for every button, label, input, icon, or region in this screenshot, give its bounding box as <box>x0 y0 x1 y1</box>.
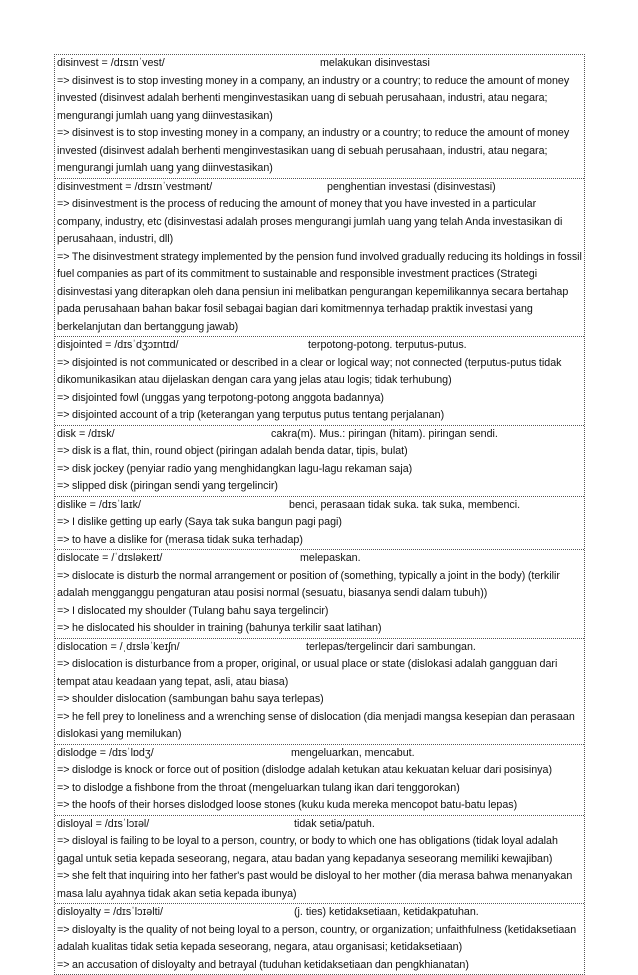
entry-meaning: benci, perasaan tidak suka. tak suka, membenci. <box>289 498 521 511</box>
entry-meaning: melepaskan. <box>300 552 361 564</box>
entry-line: => disinvest is to stop investing money in a company, an industry or a country; to reduce the amount of money invested (disinvest adalah berhenti menginvestasikan uang di sebuah perusahaan, industri, atau negara; mengurangi jumlah uang yang diinvestasikan) <box>57 127 570 174</box>
entry-meaning: (j. ties) ketidaksetiaan, ketidakpatuhan. <box>294 906 479 918</box>
entry-dislodge <box>55 745 584 816</box>
entry-header <box>56 904 583 922</box>
entry-line: => disjointed account of a trip (keterangan yang terputus putus tentang perjalanan) <box>57 409 445 421</box>
entry-disloyalty <box>55 904 584 974</box>
entry-header <box>56 337 583 355</box>
entry-term: dislodge = /dɪsˈlɒdʒ/ <box>57 746 154 759</box>
entry-line: => he fell prey to loneliness and a wrenching sense of dislocation (dia menjadi mangsa kesepian dan perasaan dislokasi yang memilukan) <box>57 710 575 740</box>
entry-header <box>56 497 583 515</box>
entry-term: dislike = /dɪsˈlaɪk/ <box>57 498 141 511</box>
entry-line: => the hoofs of their horses dislodged loose stones (kuku kuda mereka mencopot batu-batu lepas) <box>57 799 518 811</box>
entry-disinvestment <box>55 179 584 338</box>
entry-line: => to have a dislike for (merasa tidak suka terhadap) <box>57 533 303 546</box>
entry-line: => she felt that inquiring into her father's past would be disloyal to her mother (dia merasa bahwa menanyakan masa lalu ayahnya tidak akan setia kepada ibunya) <box>57 870 573 900</box>
entry-header <box>56 745 583 763</box>
entry-line: => I dislike getting up early (Saya tak suka bangun pagi pagi) <box>57 516 342 528</box>
entry-dislike <box>55 497 584 551</box>
entry-line: => disjointed is not communicated or described in a clear or logical way; not connected (terputus-putus tidak dikomunikasikan atau dijelaskan dengan cara yang jelas atau logis; tidak terhubung) <box>57 356 562 386</box>
entry-header <box>56 816 583 834</box>
entry-meaning: penghentian investasi (disinvestasi) <box>327 180 496 193</box>
entry-term: disinvest = /dɪsɪnˈvest/ <box>57 57 165 69</box>
entry-meaning: tidak setia/patuh. <box>294 817 375 830</box>
entry-line: => disinvest is to stop investing money in a company, an industry or a country; to reduce the amount of money invested (disinvest adalah berhenti menginvestasikan uang di sebuah perusahaan, industri, atau negara; mengurangi jumlah uang yang diinvestasikan) <box>57 74 570 122</box>
entry-header <box>56 179 583 197</box>
entry-line: => he dislocated his shoulder in training (bahunya terkilir saat latihan) <box>57 622 382 634</box>
entry-line: => slipped disk (piringan sendi yang tergelincir) <box>57 480 278 492</box>
entry-line: => shoulder dislocation (sambungan bahu saya terlepas) <box>57 693 324 705</box>
entry-line: => to dislodge a fishbone from the throat (mengeluarkan tulang ikan dari tenggorokan) <box>57 781 460 794</box>
entry-header <box>56 55 583 73</box>
entry-term: dislocate = /ˈdɪsləkeɪt/ <box>57 552 163 564</box>
entry-term: disinvestment = /dɪsɪnˈvestmənt/ <box>57 180 213 193</box>
entry-header <box>56 550 583 568</box>
entry-meaning: cakra(m). Mus.: piringan (hitam). piringan sendi. <box>271 427 498 440</box>
entry-disk <box>55 426 584 497</box>
entry-meaning: terpotong-potong. terputus-putus. <box>308 339 467 351</box>
entry-term: disloyalty = /dɪsˈlɔɪəlti/ <box>57 906 163 918</box>
entry-disloyal <box>55 816 584 905</box>
entry-line: => I dislocated my shoulder (Tulang bahu saya tergelincir) <box>57 604 329 617</box>
entry-line: => dislodge is knock or force out of position (dislodge adalah ketukan atau kekuatan keluar dari posisinya) <box>57 764 553 776</box>
entry-term: dislocation = /ˌdɪsləˈkeɪʃn/ <box>57 640 180 653</box>
entry-term: disjointed = /dɪsˈdʒɔɪntɪd/ <box>57 339 179 351</box>
entry-header <box>56 639 583 657</box>
entry-disjointed <box>55 337 584 426</box>
entry-dislocate <box>55 550 584 639</box>
entry-line: => disinvestment is the process of reducing the amount of money that you have invested in a particular company, industry, etc (disinvestasi adalah proses mengurangi jumlah uang yang telah Anda investasikan di perusahaan, industri, dll) <box>57 198 563 245</box>
entry-line: => dislocate is disturb the normal arrangement or position of (something, typically a joint in the body) (terkilir adalah mengganggu pengaturan atau posisi normal (sesuatu, biasanya sendi dalam tubuh)) <box>57 569 560 599</box>
entry-line: => disk jockey (penyiar radio yang menghidangkan lagu-lagu rekaman saja) <box>57 462 413 475</box>
entry-term: disloyal = /dɪsˈlɔɪəl/ <box>57 817 150 830</box>
entry-line: => an accusation of disloyalty and betrayal (tuduhan ketidaksetiaan dan pengkhianatan) <box>57 958 469 971</box>
entry-line: => disloyal is failing to be loyal to a person, country, or body to which one has obligations (tidak loyal adalah gagal untuk setia kepada seseorang, negara, atau badan yang kepadanya seseorang memiliki kewajiban) <box>57 835 558 865</box>
entry-dislocation <box>55 639 584 745</box>
entry-term: disk = /dɪsk/ <box>57 427 115 440</box>
dictionary-document <box>54 54 585 975</box>
entry-line: => disjointed fowl (unggas yang terpotong-potong anggota badannya) <box>57 391 384 404</box>
entry-line: => dislocation is disturbance from a proper, original, or usual place or state (dislokasi adalah gangguan dari tempat atau keadaan yang tepat, asli, atau biasa) <box>57 658 558 688</box>
entry-meaning: terlepas/tergelincir dari sambungan. <box>306 640 476 653</box>
entry-disinvest <box>55 55 584 179</box>
entry-meaning: mengeluarkan, mencabut. <box>291 746 415 759</box>
entry-line: => The disinvestment strategy implemented by the pension fund involved gradually reducing its holdings in fossil fuel companies as part of its commitment to sustainable and responsible investment practices (Strategi disinvestasi yang diterapkan oleh dana pensiun ini melibatkan pengurangan kepemilikannya secara bertahap pada perusahaan bahan bakar fosil sebagai bagian dari komitmennya terhadap praktik investasi yang berkelanjutan dan bertanggung jawab) <box>57 250 582 333</box>
entry-header <box>56 426 583 444</box>
entry-line: => disloyalty is the quality of not being loyal to a person, country, or organization; unfaithfulness (ketidaksetiaan adalah kualitas tidak setia kepada seseorang, negara, atau organisasi; ketidaksetiaan) <box>57 923 577 953</box>
entry-meaning: melakukan disinvestasi <box>320 57 430 69</box>
entry-line: => disk is a flat, thin, round object (piringan adalah benda datar, tipis, bulat) <box>57 445 408 457</box>
